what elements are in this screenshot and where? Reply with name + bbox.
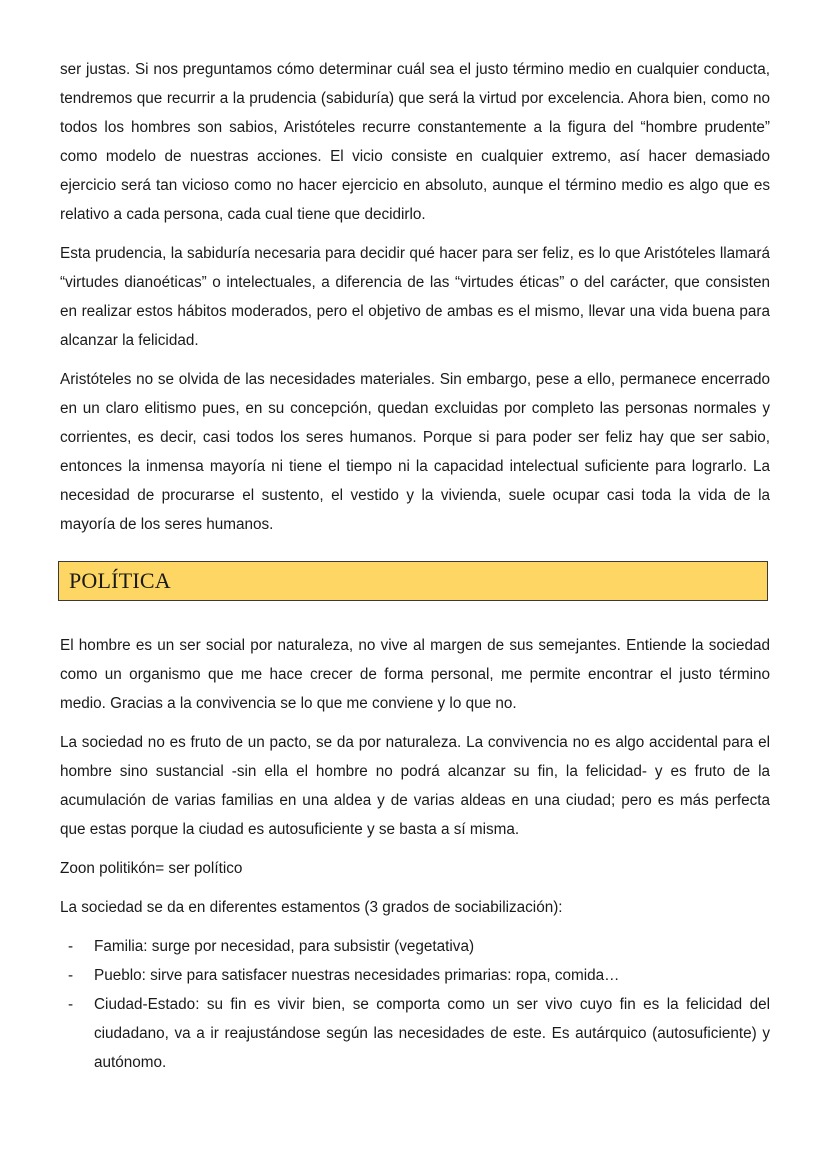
stages-list bbox=[60, 932, 770, 1077]
list-dash: - bbox=[68, 996, 74, 1013]
list-item-text: Familia: surge por necesidad, para subsistir (vegetativa) bbox=[94, 938, 475, 955]
section-paragraph-2: La sociedad no es fruto de un pacto, se da por naturaleza. La convivencia no es algo accidental para el hombre sino sustancial -sin ella el hombre no podrá alcanzar su fin, la felicidad- y es fruto de la acumulación de varias familias en una aldea y de varias aldeas en una ciudad; pero es más perfecta que estas porque la ciudad es autosuficiente y se basta a sí misma. bbox=[60, 734, 770, 838]
section-heading-box bbox=[58, 561, 768, 601]
list-dash: - bbox=[68, 938, 74, 955]
list-item-text: Ciudad-Estado: su fin es vivir bien, se comporta como un ser vivo cuyo fin es la felicidad del ciudadano, va a ir reajustándose según las necesidades de este. Es autárquico (autosuficiente) y autónomo. bbox=[94, 996, 770, 1071]
definition-line: Zoon politikón= ser político bbox=[60, 860, 243, 877]
intro-paragraph-3: Aristóteles no se olvida de las necesidades materiales. Sin embargo, pese a ello, permanece encerrado en un claro elitismo pues, en su concepción, quedan excluidas por completo las personas normales y corrientes, es decir, casi todos los seres humanos. Porque si para poder ser feliz hay que ser sabio, entonces la inmensa mayoría ni tiene el tiempo ni la capacidad intelectual suficiente para lograrlo. La necesidad de procurarse el sustento, el vestido y la vivienda, suele ocupar casi toda la vida de la mayoría de los seres humanos. bbox=[60, 371, 770, 533]
section-paragraph-1: El hombre es un ser social por naturaleza, no vive al margen de sus semejantes. Entiende la sociedad como un organismo que me hace crecer de forma personal, me permite encontrar el justo término medio. Gracias a la convivencia se lo que me conviene y lo que no. bbox=[60, 637, 770, 712]
list-item bbox=[60, 990, 770, 1077]
list-intro: La sociedad se da en diferentes estamentos (3 grados de sociabilización): bbox=[60, 899, 563, 916]
document-page bbox=[60, 55, 770, 1077]
intro-paragraph-1: ser justas. Si nos preguntamos cómo determinar cuál sea el justo término medio en cualquier conducta, tendremos que recurrir a la prudencia (sabiduría) que será la virtud por excelencia. Ahora bien, como no todos los hombres son sabios, Aristóteles recurre constantemente a la figura del “hombre prudente” como modelo de nuestras acciones. El vicio consiste en cualquier extremo, así hacer demasiado ejercicio será tan vicioso como no hacer ejercicio en absoluto, aunque el término medio es algo que es relativo a cada persona, cada cual tiene que decidirlo. bbox=[60, 61, 770, 223]
intro-paragraph-2: Esta prudencia, la sabiduría necesaria para decidir qué hacer para ser feliz, es lo que Aristóteles llamará “virtudes dianoéticas” o intelectuales, a diferencia de las “virtudes éticas” o del carácter, que consisten en realizar estos hábitos moderados, pero el objetivo de ambas es el mismo, llevar una vida buena para alcanzar la felicidad. bbox=[60, 245, 770, 349]
section-heading-title: POLÍTICA bbox=[69, 568, 171, 593]
list-item bbox=[60, 961, 770, 990]
list-item bbox=[60, 932, 770, 961]
list-item-text: Pueblo: sirve para satisfacer nuestras necesidades primarias: ropa, comida… bbox=[94, 967, 620, 984]
list-dash: - bbox=[68, 967, 74, 984]
